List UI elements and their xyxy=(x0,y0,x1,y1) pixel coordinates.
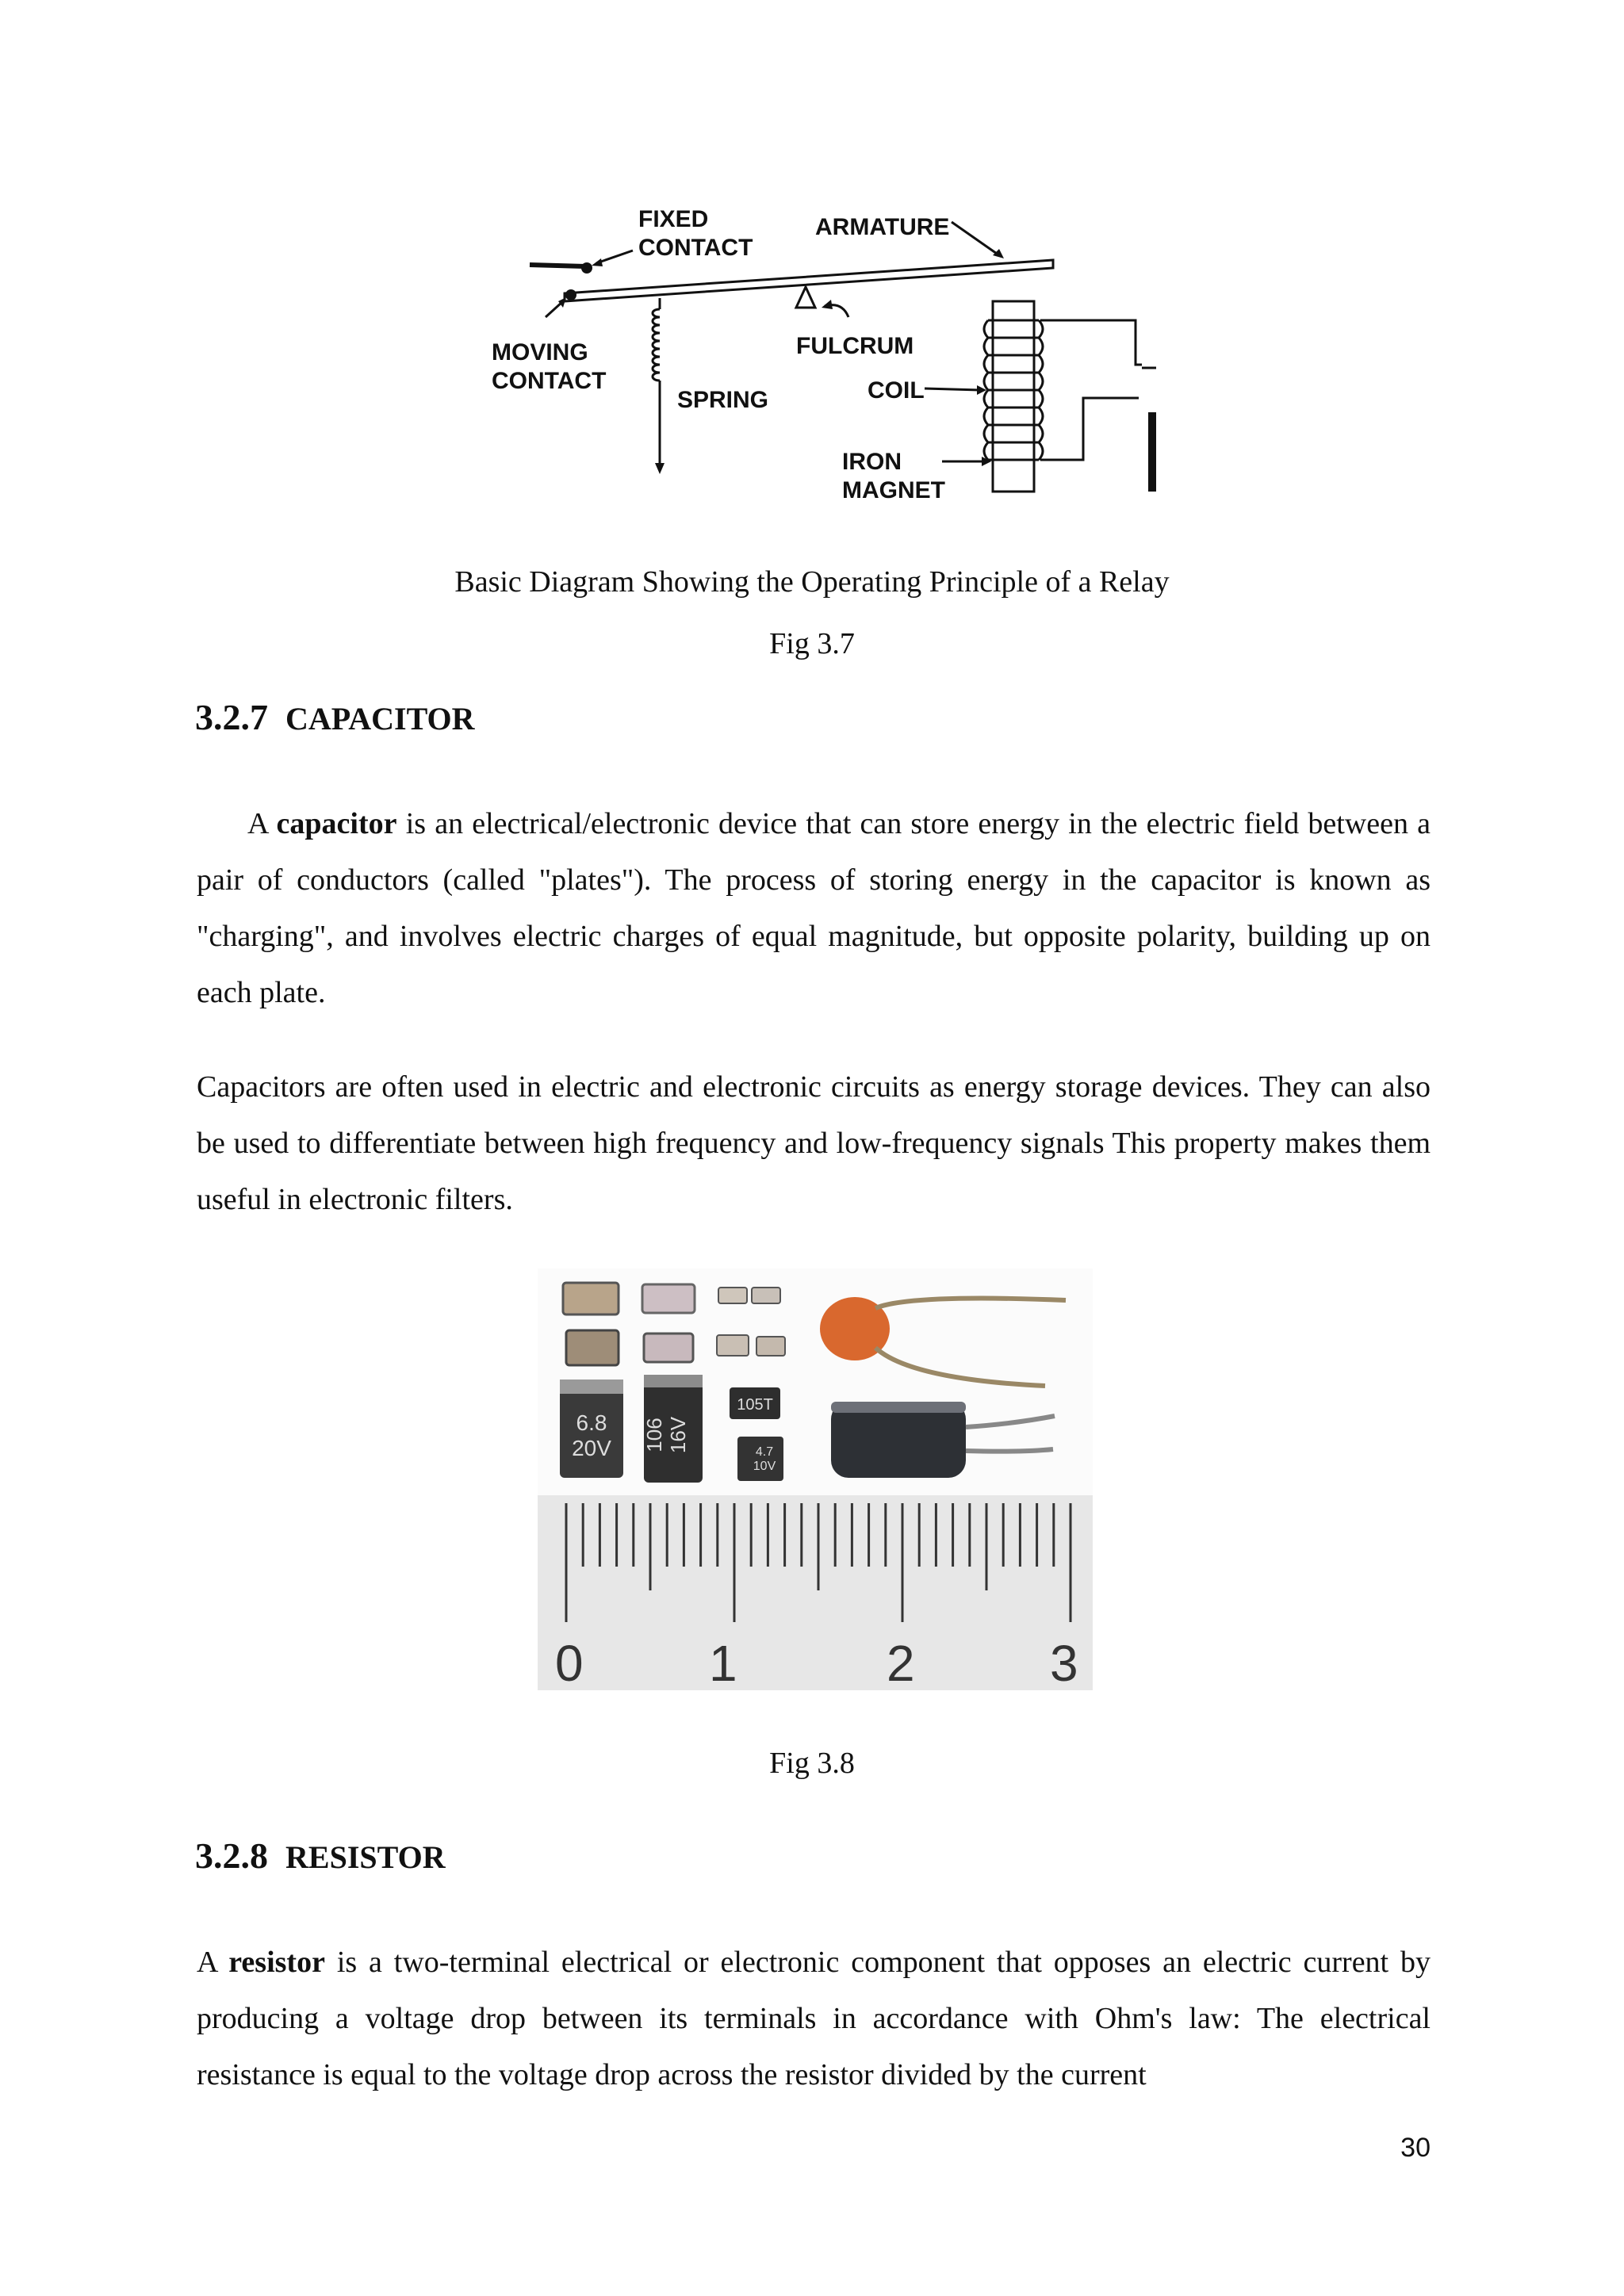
iron-magnet xyxy=(993,301,1034,492)
section-title: CAPACITOR xyxy=(285,701,475,737)
fig37-label: Fig 3.7 xyxy=(769,627,855,660)
smd-small-marking: 105T xyxy=(737,1396,773,1414)
fulcrum-triangle xyxy=(796,287,815,308)
capacitor-term: capacitor xyxy=(276,807,397,840)
resistor-term: resistor xyxy=(228,1946,325,1979)
fixed-contact-point xyxy=(581,262,592,274)
section-number: 3.2.8 xyxy=(195,1835,268,1876)
tantalum-2-marking-a: 106 xyxy=(642,1418,666,1452)
label-iron-magnet-2: MAGNET xyxy=(842,477,945,503)
label-spring: SPRING xyxy=(677,387,769,413)
label-fulcrum: FULCRUM xyxy=(796,333,914,359)
smd-tiny-marking-b: 10V xyxy=(753,1460,776,1473)
section-title: RESISTOR xyxy=(285,1839,446,1875)
capacitor-paragraph-1: A capacitor is an electrical/electronic device that can store energy in the electric field between a pair of conductors (called "plates"). The process of storing energy in the capacitor is known as "charging", and involves electric charges of equal magnitude, but opposite polarity, building up on each plate. xyxy=(197,807,1431,1009)
fixed-contact-arm xyxy=(530,265,585,266)
section-number: 3.2.7 xyxy=(195,697,268,737)
resistor-paragraph: A resistor is a two-terminal electrical or electronic component that opposes an electric current by producing a voltage drop between its terminals in accordance with Ohm's law: The electrical resistance is equal to the voltage drop across the resistor divided by the current xyxy=(197,1946,1431,2091)
ruler-number-1: 1 xyxy=(709,1635,737,1690)
relay-diagram xyxy=(476,198,1174,531)
tantalum-2-marking-b: 16V xyxy=(666,1416,690,1454)
label-fixed-contact-1: FIXED xyxy=(638,206,709,232)
tantalum-1-marking-b: 20V xyxy=(572,1436,611,1460)
fig37-caption: Basic Diagram Showing the Operating Principle of a Relay xyxy=(454,565,1170,599)
label-moving-contact-2: CONTACT xyxy=(492,368,607,394)
label-fixed-contact-2: CONTACT xyxy=(638,235,753,261)
fig38-label: Fig 3.8 xyxy=(769,1747,855,1780)
spring xyxy=(653,298,660,468)
smd-tiny-marking-a: 4.7 xyxy=(755,1445,774,1459)
ruler-number-2: 2 xyxy=(887,1635,915,1690)
ruler-number-0: 0 xyxy=(555,1635,584,1690)
capacitors-photo xyxy=(538,1269,1093,1690)
capacitor-paragraph-2: Capacitors are often used in electric and electronic circuits as energy storage devices. They can also be used to differentiate between high frequency and low-frequency signals This property makes them useful in electronic filters. xyxy=(197,1070,1431,1216)
ruler-number-3: 3 xyxy=(1050,1635,1078,1690)
moving-contact-point xyxy=(565,289,576,300)
label-moving-contact-1: MOVING xyxy=(492,339,588,365)
label-armature: ARMATURE xyxy=(815,214,950,240)
page-number: 30 xyxy=(1400,2133,1431,2163)
section-heading-capacitor xyxy=(195,696,475,738)
section-heading-resistor xyxy=(195,1835,446,1877)
tantalum-1-marking-a: 6.8 xyxy=(576,1410,607,1435)
label-coil: COIL xyxy=(868,377,925,404)
label-iron-magnet-1: IRON xyxy=(842,449,902,475)
